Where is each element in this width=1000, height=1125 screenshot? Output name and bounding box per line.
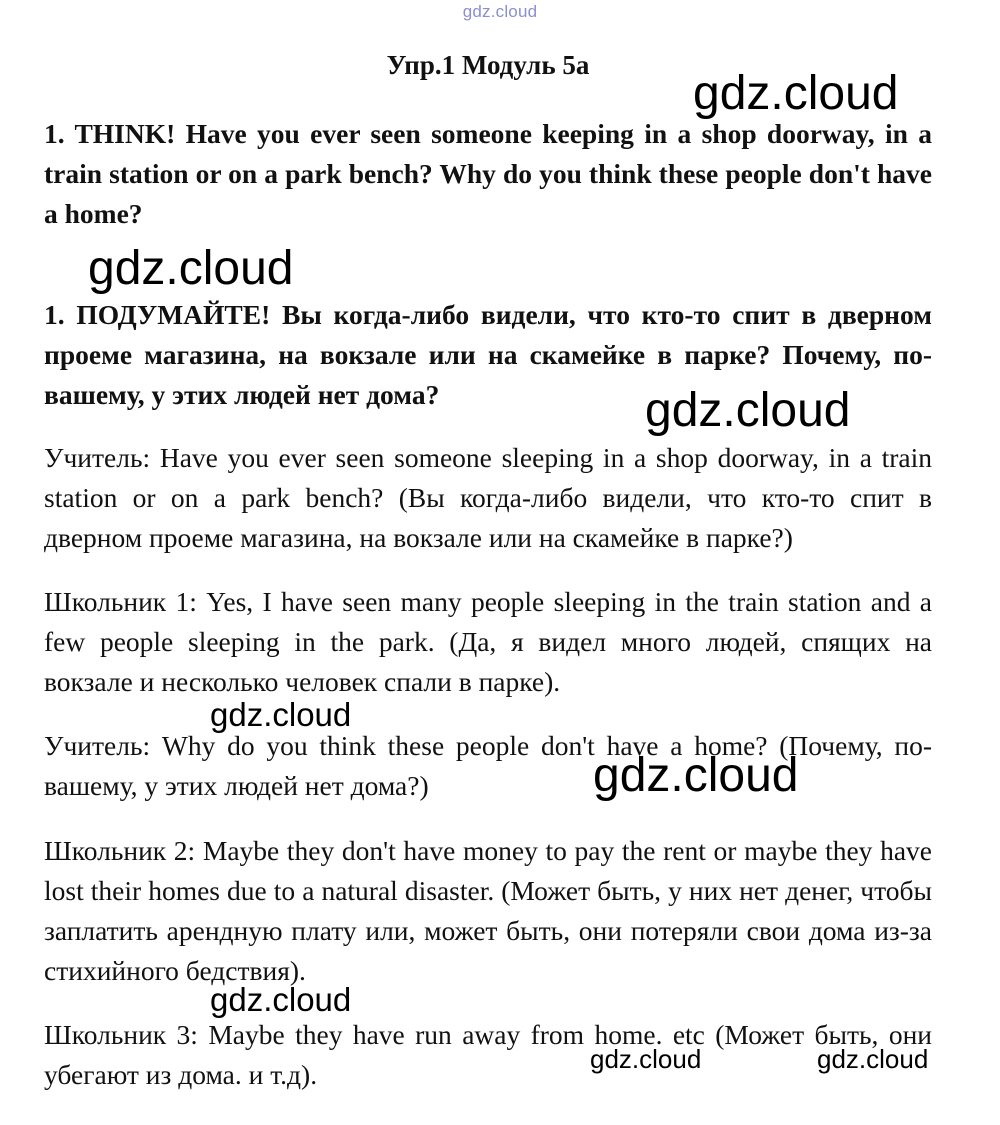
dialogue-text: Why do you think these people don't have a home? (Почему, по-вашему, у этих людей нет дома?) [44, 730, 932, 801]
watermark: gdz.cloud [817, 1044, 929, 1074]
watermark: gdz.cloud [593, 749, 799, 802]
dialogue-line [44, 438, 932, 558]
watermark: gdz.cloud [590, 1044, 702, 1074]
watermark: gdz.cloud [210, 696, 352, 733]
watermark: gdz.cloud [88, 242, 294, 295]
task-russian: 1. ПОДУМАЙТЕ! Вы когда-либо видели, что кто-то спит в дверном проеме магазина, на вокзале или на скамейке в парке? Почему, по-вашему, у этих людей нет дома? [44, 299, 932, 410]
watermark: gdz.cloud [645, 384, 851, 437]
task-english: 1. THINK! Have you ever seen someone keeping in a shop doorway, in a train station or on a park bench? Why do you think these people don't have a home? [44, 118, 932, 229]
speaker-label: Школьник 3: [44, 1019, 198, 1050]
speaker-label: Учитель: [44, 730, 151, 761]
dialogue-text: Yes, I have seen many people sleeping in the train station and a few people sleeping in the park. (Да, я видел много людей, спящих на вокзале и несколько человек спали в парке). [44, 586, 932, 697]
dialogue-text: Maybe they don't have money to pay the rent or maybe they have lost their homes due to a natural disaster. (Может быть, у них нет денег, чтобы заплатить арендную плату или, может быть, они потеряли свои дома из-за стихийного бедствия). [44, 835, 933, 986]
dialogue-line [44, 831, 932, 991]
speaker-label: Учитель: [44, 442, 151, 473]
watermark: gdz.cloud [693, 67, 899, 120]
watermark: gdz.cloud [210, 981, 352, 1018]
dialogue-line [44, 582, 932, 702]
exercise-title: Упр.1 Модуль 5a [386, 50, 590, 80]
dialogue-line [44, 1015, 932, 1095]
dialogue-text: Maybe they have run away from home. etc (Может быть, они убегают из дома. и т.д). [44, 1019, 933, 1090]
speaker-label: Школьник 2: [44, 835, 196, 866]
source-watermark-top: gdz.cloud [462, 2, 538, 21]
dialogue-line [44, 726, 932, 806]
speaker-label: Школьник 1: [44, 586, 197, 617]
dialogue-text: Have you ever seen someone sleeping in a shop doorway, in a train station or on a park bench? (Вы когда-либо видели, что кто-то спит в дверном проеме магазина, на вокзале или на скамейке в парке?) [44, 442, 932, 553]
